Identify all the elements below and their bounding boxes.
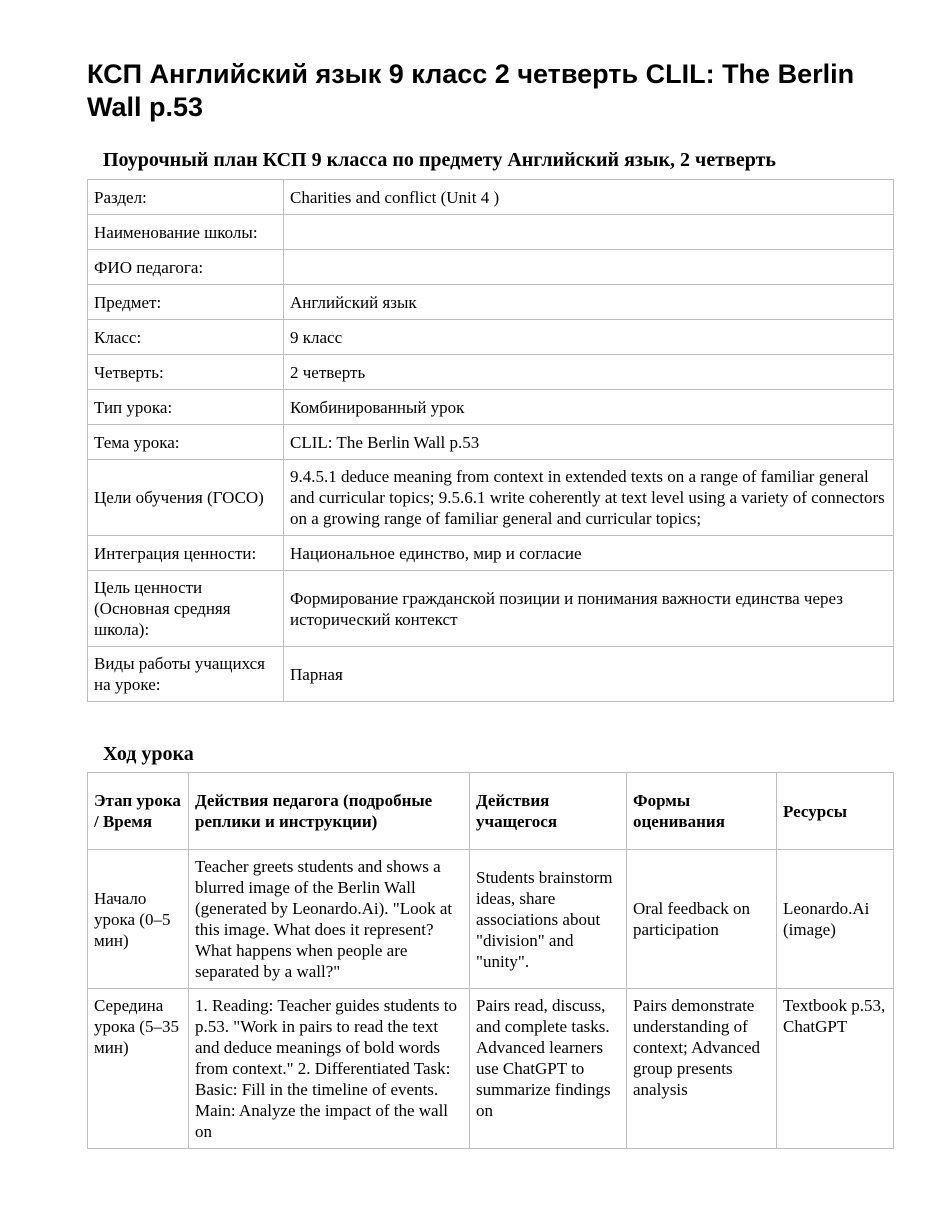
info-value: Charities and conflict (Unit 4 ) (284, 180, 894, 215)
info-label: Цель ценности (Основная средняя школа): (88, 571, 284, 647)
column-header-teacher: Действия педагога (подробные реплики и инструкции) (189, 773, 470, 850)
lesson-info-table (87, 179, 894, 702)
info-value (284, 215, 894, 250)
info-value: Формирование гражданской позиции и понимания важности единства через исторический контекст (284, 571, 894, 647)
info-value: 2 четверть (284, 355, 894, 390)
info-label: Четверть: (88, 355, 284, 390)
table-header-row (88, 773, 894, 850)
column-header-resources: Ресурсы (777, 773, 894, 850)
table-row (88, 250, 894, 285)
column-header-stage: Этап урока / Время (88, 773, 189, 850)
table-row (88, 425, 894, 460)
info-label: Интеграция ценности: (88, 536, 284, 571)
info-label: Наименование школы: (88, 215, 284, 250)
info-value: Английский язык (284, 285, 894, 320)
teacher-cell: Teacher greets students and shows a blurred image of the Berlin Wall (generated by Leonardo.Ai). "Look at this image. What does it represent? What happens when people are separated by a wall?" (189, 850, 470, 989)
table-row (88, 460, 894, 536)
info-value: Парная (284, 647, 894, 702)
info-label: Тема урока: (88, 425, 284, 460)
info-label: Тип урока: (88, 390, 284, 425)
info-label: Класс: (88, 320, 284, 355)
info-label: Цели обучения (ГОСО) (88, 460, 284, 536)
assessment-cell: Oral feedback on participation (627, 850, 777, 989)
table-row (88, 320, 894, 355)
assessment-cell: Pairs demonstrate understanding of context; Advanced group presents analysis (627, 989, 777, 1149)
table-row (88, 285, 894, 320)
info-value: Национальное единство, мир и согласие (284, 536, 894, 571)
resources-cell: Leonardo.Ai (image) (777, 850, 894, 989)
document-title: КСП Английский язык 9 класс 2 четверть CLIL: The Berlin Wall p.53 (87, 59, 855, 122)
course-heading: Ход урока (103, 743, 194, 765)
table-row (88, 571, 894, 647)
table-row (88, 850, 894, 989)
resources-cell: Textbook p.53, ChatGPT (777, 989, 894, 1149)
teacher-cell: 1. Reading: Teacher guides students to p.53. "Work in pairs to read the text and deduce meanings of bold words from context." 2. Differentiated Task: Basic: Fill in the timeline of events. Main: Analyze the impact of the wall on (189, 989, 470, 1149)
info-label: Раздел: (88, 180, 284, 215)
table-row (88, 180, 894, 215)
table-row (88, 989, 894, 1149)
info-value: CLIL: The Berlin Wall p.53 (284, 425, 894, 460)
table-row (88, 647, 894, 702)
info-label: Предмет: (88, 285, 284, 320)
column-header-student: Действия учащегося (470, 773, 627, 850)
info-value: 9 класс (284, 320, 894, 355)
column-header-assessment: Формы оценивания (627, 773, 777, 850)
student-cell: Students brainstorm ideas, share associations about "division" and "unity". (470, 850, 627, 989)
info-value: 9.4.5.1 deduce meaning from context in extended texts on a range of familiar general and curricular topics; 9.5.6.1 write coherently at text level using a variety of connectors on a growing range of familiar general and curricular topics; (284, 460, 894, 536)
stage-cell: Середина урока (5–35 мин) (88, 989, 189, 1149)
info-label: ФИО педагога: (88, 250, 284, 285)
table-row (88, 536, 894, 571)
student-cell: Pairs read, discuss, and complete tasks. Advanced learners use ChatGPT to summarize findings on (470, 989, 627, 1149)
table-row (88, 215, 894, 250)
info-value (284, 250, 894, 285)
lesson-course-table (87, 772, 894, 1149)
table-row (88, 390, 894, 425)
plan-heading: Поурочный план КСП 9 класса по предмету Английский язык, 2 четверть (103, 149, 776, 171)
table-row (88, 355, 894, 390)
stage-cell: Начало урока (0–5 мин) (88, 850, 189, 989)
info-label: Виды работы учащихся на уроке: (88, 647, 284, 702)
info-value: Комбинированный урок (284, 390, 894, 425)
